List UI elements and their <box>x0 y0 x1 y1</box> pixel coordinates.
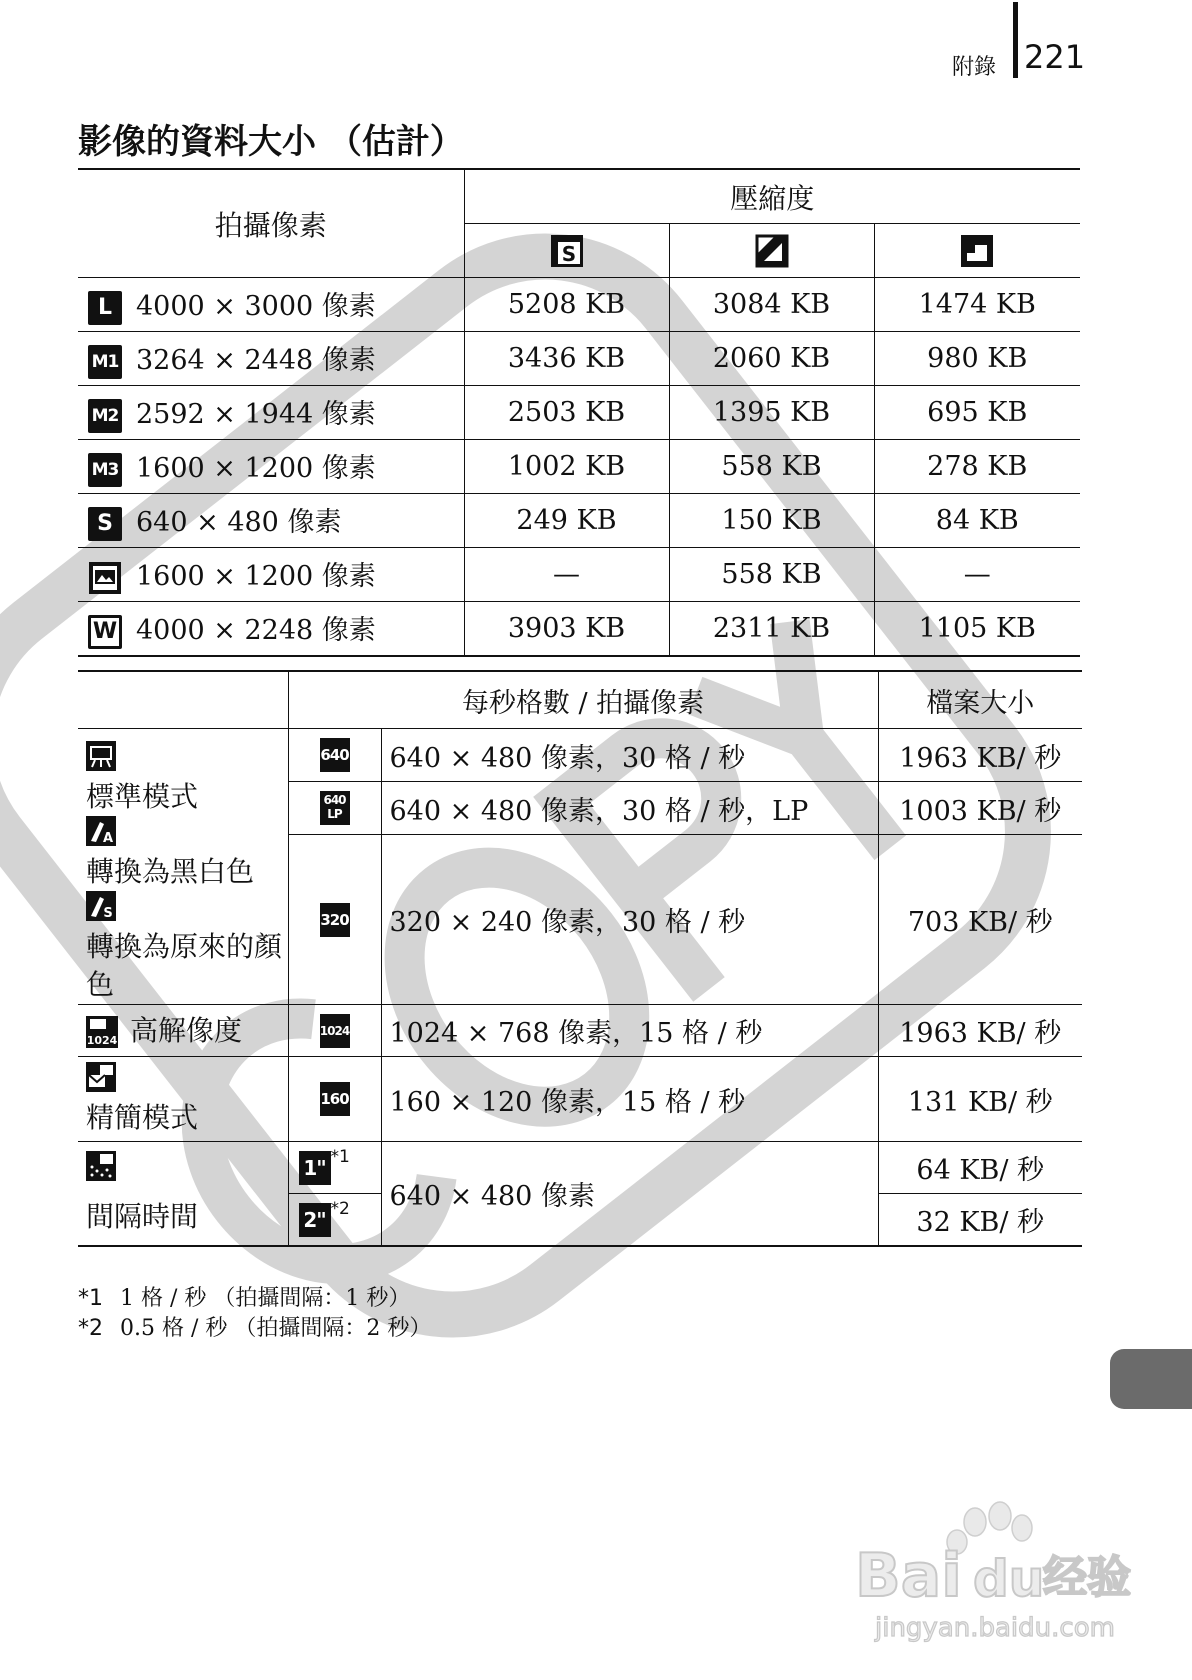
table-row: 2" $^{*2}$ 32 KB/ 秒 <box>78 1194 1082 1247</box>
mode-compact: 精簡模式 <box>78 1057 288 1142</box>
postcard-icon <box>88 561 122 595</box>
superfine-icon <box>550 234 584 268</box>
baidu-jingyan-logo <box>845 1500 1145 1650</box>
image-size-table <box>78 168 1080 657</box>
table-row: L 4000 × 3000 像素 5208 KB 3084 KB 1474 KB <box>78 278 1080 332</box>
mode-interval: 間隔時間 <box>78 1142 288 1247</box>
table-row: W 4000 × 2248 像素 3903 KB 2311 KB 1105 KB <box>78 602 1080 657</box>
table-row: M2 2592 × 1944 像素 2503 KB 1395 KB 695 KB <box>78 386 1080 440</box>
table-row: M3 1600 × 1200 像素 1002 KB 558 KB 278 KB <box>78 440 1080 494</box>
color-accent-icon <box>86 816 116 846</box>
normal-icon <box>960 234 994 268</box>
movie-1024-icon: 1024 <box>320 1014 350 1048</box>
page-number: 221 <box>1024 38 1086 76</box>
svg-text:jingyan.baidu.com: jingyan.baidu.com <box>875 1613 1115 1643</box>
table-row: 1024 高解像度 1024 1024 × 768 像素，15 格 / 秒 1963 KB/ 秒 <box>78 1005 1082 1057</box>
chapter-tab <box>1110 1349 1192 1409</box>
movie-640-icon: 640 <box>320 738 350 772</box>
section-label: 附錄 <box>952 55 997 80</box>
medium1-size-icon: M1 <box>88 345 122 379</box>
table-row: S 640 × 480 像素 249 KB 150 KB 84 KB <box>78 494 1080 548</box>
movie-640lp-icon: 640 LP <box>320 791 350 825</box>
fine-icon <box>755 234 789 268</box>
table-row: M1 3264 × 2448 像素 3436 KB 2060 KB 980 KB <box>78 332 1080 386</box>
medium3-size-icon: M3 <box>88 453 122 487</box>
svg-text:经验: 经验 <box>1043 1552 1131 1603</box>
svg-text:du: du <box>973 1550 1045 1608</box>
medium2-size-icon: M2 <box>88 399 122 433</box>
table-row: 640 LP 640 × 480 像素，30 格 / 秒，LP 1003 KB/ 秒 <box>78 782 1082 835</box>
movie-standard-icon <box>86 741 116 771</box>
footnotes <box>78 1284 431 1344</box>
svg-text:A: A <box>102 831 114 846</box>
interval-1s-icon: 1" <box>299 1151 331 1185</box>
movie-hires-icon <box>86 1016 118 1048</box>
movie-size-table <box>78 670 1082 1247</box>
mode-hires: 1024 高解像度 <box>78 1005 288 1057</box>
blank-header <box>78 671 288 729</box>
file-size-header: 檔案大小 <box>878 671 1082 729</box>
small-size-icon: S <box>88 507 122 541</box>
table-row: 間隔時間 1" $^{*1}$ 640 × 480 像素 64 KB/ 秒 <box>78 1142 1082 1194</box>
normal-icon-cell <box>874 224 1080 278</box>
table-row: 320 320 × 240 像素，30 格 / 秒 703 KB/ 秒 <box>78 835 1082 1005</box>
fine-icon-cell <box>669 224 874 278</box>
movie-compact-icon <box>86 1062 116 1092</box>
svg-text:Bai: Bai <box>855 1541 962 1611</box>
frame-rate-header: 每秒格數 / 拍攝像素 <box>288 671 878 729</box>
superfine-icon-cell <box>464 224 669 278</box>
movie-320-icon: 320 <box>320 903 350 937</box>
footnote: *1 1 格 / 秒 （拍攝間隔：1 秒） <box>78 1286 411 1311</box>
movie-interval-icon <box>86 1151 116 1181</box>
table-row: 1600 × 1200 像素 — 558 KB — <box>78 548 1080 602</box>
table-row: 精簡模式 160 160 × 120 像素，15 格 / 秒 131 KB/ 秒 <box>78 1057 1082 1142</box>
header-divider <box>1013 2 1018 78</box>
color-swap-icon <box>86 891 116 921</box>
mode-group-standard: 標準模式 A 轉換為黑白色 S 轉換為原來的顏色 <box>78 729 288 1005</box>
svg-text:S: S <box>561 241 576 266</box>
footnote: *2 0.5 格 / 秒 （拍攝間隔：2 秒） <box>78 1316 432 1341</box>
interval-2s-icon: 2" <box>299 1203 331 1237</box>
page-title: 影像的資料大小 （估計） <box>78 122 464 162</box>
compression-header: 壓縮度 <box>464 169 1080 224</box>
movie-160-icon: 160 <box>320 1082 350 1116</box>
resolution-header: 拍攝像素 <box>214 208 327 242</box>
table-row: 標準模式 A 轉換為黑白色 S 轉換為原來的顏色 640 640 × 480 像素，30 格 / 秒 1963 KB/ 秒 <box>78 729 1082 782</box>
svg-text:S: S <box>103 906 113 921</box>
large-size-icon: L <box>88 291 122 325</box>
svg-text:1024: 1024 <box>86 1034 118 1047</box>
widescreen-size-icon: W <box>88 615 122 649</box>
